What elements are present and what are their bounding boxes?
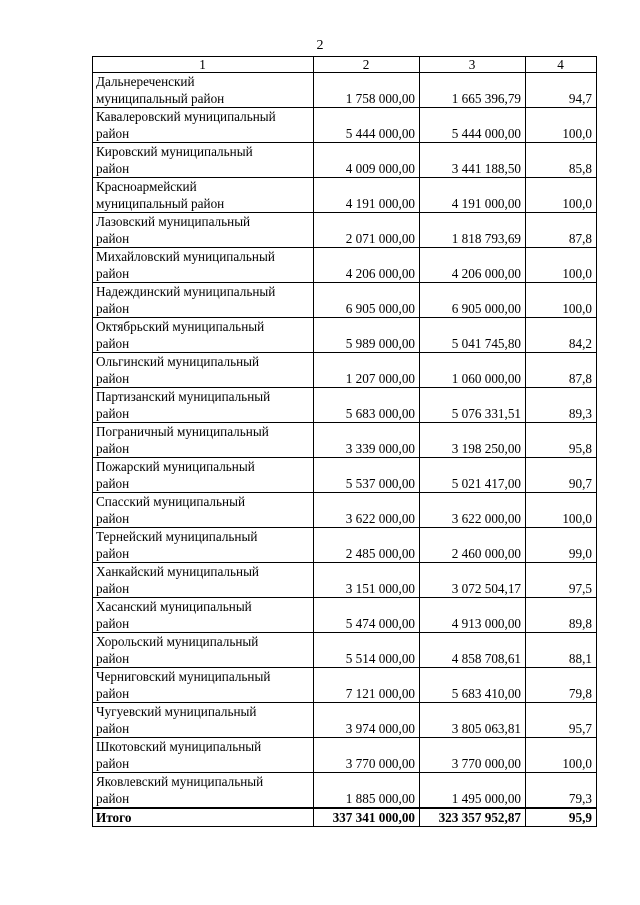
table-row <box>93 563 597 598</box>
table-row <box>93 353 597 388</box>
district-name-line-1: Черниговский муниципальный <box>96 669 271 684</box>
district-name-line-1: Михайловский муниципальный <box>96 249 275 264</box>
district-name-line-2: муниципальный район <box>96 196 225 211</box>
table-row <box>93 423 597 458</box>
table-row <box>93 528 597 563</box>
percent-cell: 79,3 <box>526 773 597 809</box>
district-name-line-1: Пожарский муниципальный <box>96 459 255 474</box>
district-name-line-1: Хорольский муниципальный <box>96 634 259 649</box>
district-name-cell <box>93 143 314 178</box>
district-name-line-2: район <box>96 301 130 316</box>
table-row <box>93 178 597 213</box>
percent-cell: 94,7 <box>526 73 597 108</box>
actual-amount-cell: 4 858 708,61 <box>420 633 526 668</box>
district-name-cell <box>93 423 314 458</box>
planned-amount-cell: 5 989 000,00 <box>314 318 420 353</box>
column-header-2: 2 <box>314 57 420 73</box>
district-name-cell <box>93 283 314 318</box>
district-name-line-2: район <box>96 336 130 351</box>
table-row <box>93 248 597 283</box>
planned-amount-cell: 5 683 000,00 <box>314 388 420 423</box>
percent-cell: 84,2 <box>526 318 597 353</box>
column-header-3: 3 <box>420 57 526 73</box>
total-label: Итого <box>93 808 314 827</box>
total-planned-amount: 337 341 000,00 <box>314 808 420 827</box>
planned-amount-cell: 5 444 000,00 <box>314 108 420 143</box>
percent-cell: 88,1 <box>526 633 597 668</box>
district-name-cell <box>93 738 314 773</box>
percent-cell: 100,0 <box>526 178 597 213</box>
actual-amount-cell: 5 041 745,80 <box>420 318 526 353</box>
planned-amount-cell: 3 770 000,00 <box>314 738 420 773</box>
district-name-line-2: район <box>96 266 130 281</box>
actual-amount-cell: 2 460 000,00 <box>420 528 526 563</box>
percent-cell: 100,0 <box>526 493 597 528</box>
district-name-line-2: район <box>96 476 130 491</box>
district-name-line-1: Ольгинский муниципальный <box>96 354 260 369</box>
percent-cell: 87,8 <box>526 213 597 248</box>
table-row <box>93 143 597 178</box>
district-name-line-1: Кавалеровский муниципальный <box>96 109 276 124</box>
planned-amount-cell: 2 485 000,00 <box>314 528 420 563</box>
percent-cell: 100,0 <box>526 108 597 143</box>
actual-amount-cell: 3 805 063,81 <box>420 703 526 738</box>
percent-cell: 100,0 <box>526 283 597 318</box>
district-name-line-2: район <box>96 756 130 771</box>
table-row <box>93 738 597 773</box>
district-name-cell <box>93 598 314 633</box>
table-row <box>93 283 597 318</box>
district-name-line-1: Ханкайский муниципальный <box>96 564 259 579</box>
district-name-cell <box>93 493 314 528</box>
district-name-line-1: Дальнереченский <box>96 74 195 89</box>
actual-amount-cell: 3 072 504,17 <box>420 563 526 598</box>
district-name-line-2: район <box>96 721 130 736</box>
district-name-cell <box>93 248 314 283</box>
planned-amount-cell: 1 885 000,00 <box>314 773 420 809</box>
actual-amount-cell: 4 206 000,00 <box>420 248 526 283</box>
planned-amount-cell: 3 974 000,00 <box>314 703 420 738</box>
district-name-line-2: район <box>96 546 130 561</box>
table-row <box>93 108 597 143</box>
actual-amount-cell: 4 913 000,00 <box>420 598 526 633</box>
table-row <box>93 773 597 809</box>
district-name-line-1: Красноармейский <box>96 179 197 194</box>
district-name-cell <box>93 563 314 598</box>
district-name-cell <box>93 213 314 248</box>
district-name-line-2: район <box>96 686 130 701</box>
district-name-cell <box>93 773 314 809</box>
district-name-line-2: район <box>96 231 130 246</box>
table-row <box>93 213 597 248</box>
district-name-cell <box>93 703 314 738</box>
budget-table <box>92 56 597 827</box>
percent-cell: 95,7 <box>526 703 597 738</box>
percent-cell: 87,8 <box>526 353 597 388</box>
district-name-line-1: Хасанский муниципальный <box>96 599 252 614</box>
district-name-line-2: район <box>96 441 130 456</box>
actual-amount-cell: 1 495 000,00 <box>420 773 526 809</box>
percent-cell: 100,0 <box>526 738 597 773</box>
district-name-line-2: муниципальный район <box>96 91 225 106</box>
planned-amount-cell: 4 191 000,00 <box>314 178 420 213</box>
district-name-cell <box>93 388 314 423</box>
district-name-line-2: район <box>96 581 130 596</box>
district-name-line-1: Надеждинский муниципальный <box>96 284 276 299</box>
district-name-line-2: район <box>96 616 130 631</box>
actual-amount-cell: 1 060 000,00 <box>420 353 526 388</box>
table-row <box>93 633 597 668</box>
actual-amount-cell: 3 441 188,50 <box>420 143 526 178</box>
district-name-line-1: Партизанский муниципальный <box>96 389 271 404</box>
planned-amount-cell: 5 537 000,00 <box>314 458 420 493</box>
column-header-1: 1 <box>93 57 314 73</box>
district-name-cell <box>93 318 314 353</box>
district-name-cell <box>93 528 314 563</box>
district-name-line-2: район <box>96 651 130 666</box>
planned-amount-cell: 1 758 000,00 <box>314 73 420 108</box>
table-row <box>93 388 597 423</box>
actual-amount-cell: 3 622 000,00 <box>420 493 526 528</box>
district-name-cell <box>93 353 314 388</box>
actual-amount-cell: 6 905 000,00 <box>420 283 526 318</box>
district-name-line-2: район <box>96 126 130 141</box>
page-number: 2 <box>316 38 324 53</box>
actual-amount-cell: 5 076 331,51 <box>420 388 526 423</box>
district-name-line-2: район <box>96 406 130 421</box>
planned-amount-cell: 6 905 000,00 <box>314 283 420 318</box>
district-name-line-1: Яковлевский муниципальный <box>96 774 264 789</box>
percent-cell: 99,0 <box>526 528 597 563</box>
table-row <box>93 73 597 108</box>
planned-amount-cell: 3 151 000,00 <box>314 563 420 598</box>
planned-amount-cell: 3 339 000,00 <box>314 423 420 458</box>
actual-amount-cell: 1 818 793,69 <box>420 213 526 248</box>
table-row <box>93 598 597 633</box>
district-name-line-1: Кировский муниципальный <box>96 144 253 159</box>
table-row <box>93 668 597 703</box>
planned-amount-cell: 1 207 000,00 <box>314 353 420 388</box>
total-actual-amount: 323 357 952,87 <box>420 808 526 827</box>
actual-amount-cell: 3 770 000,00 <box>420 738 526 773</box>
percent-cell: 89,3 <box>526 388 597 423</box>
actual-amount-cell: 5 444 000,00 <box>420 108 526 143</box>
district-name-line-2: район <box>96 371 130 386</box>
district-name-cell <box>93 668 314 703</box>
district-name-line-1: Лазовский муниципальный <box>96 214 251 229</box>
actual-amount-cell: 5 683 410,00 <box>420 668 526 703</box>
district-name-line-1: Тернейский муниципальный <box>96 529 258 544</box>
table-header-row <box>93 57 597 73</box>
percent-cell: 89,8 <box>526 598 597 633</box>
district-name-line-2: район <box>96 511 130 526</box>
planned-amount-cell: 5 474 000,00 <box>314 598 420 633</box>
district-name-cell <box>93 633 314 668</box>
planned-amount-cell: 7 121 000,00 <box>314 668 420 703</box>
district-name-line-1: Октябрьский муниципальный <box>96 319 265 334</box>
table-row <box>93 458 597 493</box>
planned-amount-cell: 3 622 000,00 <box>314 493 420 528</box>
actual-amount-cell: 3 198 250,00 <box>420 423 526 458</box>
planned-amount-cell: 2 071 000,00 <box>314 213 420 248</box>
district-name-cell <box>93 108 314 143</box>
percent-cell: 79,8 <box>526 668 597 703</box>
column-header-4: 4 <box>526 57 597 73</box>
total-row <box>93 808 597 827</box>
district-name-line-1: Спасский муниципальный <box>96 494 245 509</box>
district-name-cell <box>93 178 314 213</box>
planned-amount-cell: 5 514 000,00 <box>314 633 420 668</box>
actual-amount-cell: 1 665 396,79 <box>420 73 526 108</box>
district-name-line-2: район <box>96 791 130 806</box>
district-name-line-1: Пограничный муниципальный <box>96 424 269 439</box>
district-name-cell <box>93 73 314 108</box>
district-name-line-1: Чугуевский муниципальный <box>96 704 257 719</box>
district-name-line-2: район <box>96 161 130 176</box>
percent-cell: 85,8 <box>526 143 597 178</box>
table-row <box>93 703 597 738</box>
total-percent: 95,9 <box>526 808 597 827</box>
actual-amount-cell: 4 191 000,00 <box>420 178 526 213</box>
percent-cell: 90,7 <box>526 458 597 493</box>
planned-amount-cell: 4 206 000,00 <box>314 248 420 283</box>
percent-cell: 95,8 <box>526 423 597 458</box>
table-row <box>93 493 597 528</box>
district-name-line-1: Шкотовский муниципальный <box>96 739 262 754</box>
actual-amount-cell: 5 021 417,00 <box>420 458 526 493</box>
percent-cell: 100,0 <box>526 248 597 283</box>
table-row <box>93 318 597 353</box>
percent-cell: 97,5 <box>526 563 597 598</box>
district-name-cell <box>93 458 314 493</box>
planned-amount-cell: 4 009 000,00 <box>314 143 420 178</box>
